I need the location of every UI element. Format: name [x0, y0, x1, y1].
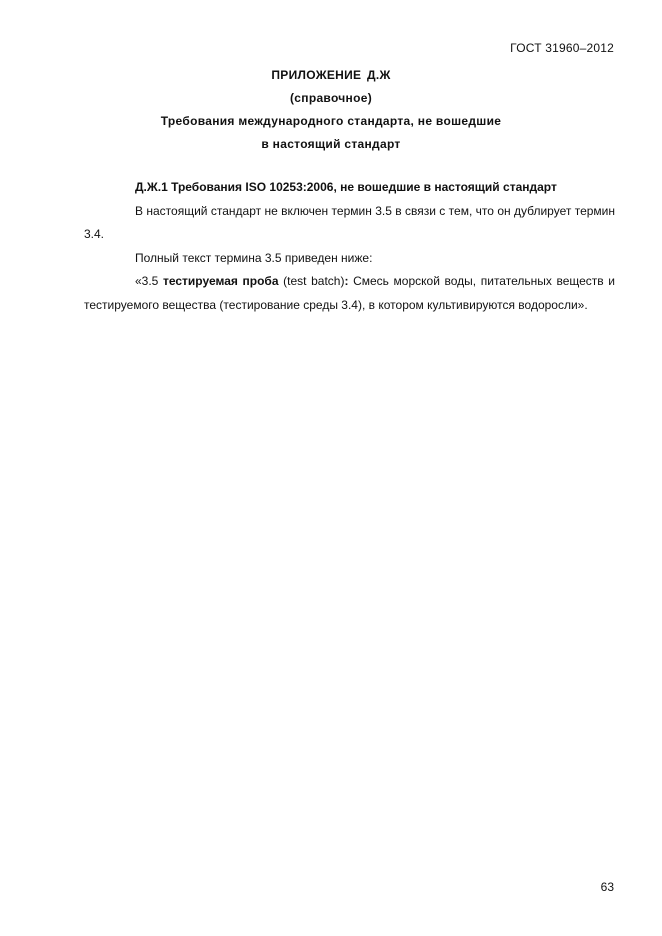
- paragraph-2: Полный текст термина 3.5 приведен ниже:: [135, 250, 373, 265]
- appendix-heading-line-1: Требования международного стандарта, не вошедшие: [160, 114, 502, 128]
- appendix-heading-line-2: в настоящий стандарт: [261, 137, 401, 151]
- section-heading: Д.Ж.1 Требования ISO 10253:2006, не вошедшие в настоящий стандарт: [135, 180, 557, 194]
- appendix-title: ПРИЛОЖЕНИЕ Д.Ж: [271, 68, 391, 82]
- term-colon: :: [344, 274, 349, 288]
- term-quote-paragraph: [84, 270, 615, 317]
- term-name-english: (test batch): [278, 274, 345, 288]
- term-name: тестируемая проба: [162, 274, 279, 288]
- paragraph-1: В настоящий стандарт не включен термин 3.5 в связи с тем, что он дублирует термин 3.4.: [84, 203, 615, 241]
- quote-open: «3.5: [135, 274, 163, 288]
- appendix-subtitle: (справочное): [290, 91, 372, 105]
- section-body: [84, 176, 615, 317]
- document-code: ГОСТ 31960–2012: [510, 41, 614, 55]
- term-definition: Смесь морской воды, питательных веществ и тестируемого вещества (тестирование среды 3.4), в котором культивируются водоросли».: [84, 274, 615, 312]
- page-number: 63: [600, 880, 614, 894]
